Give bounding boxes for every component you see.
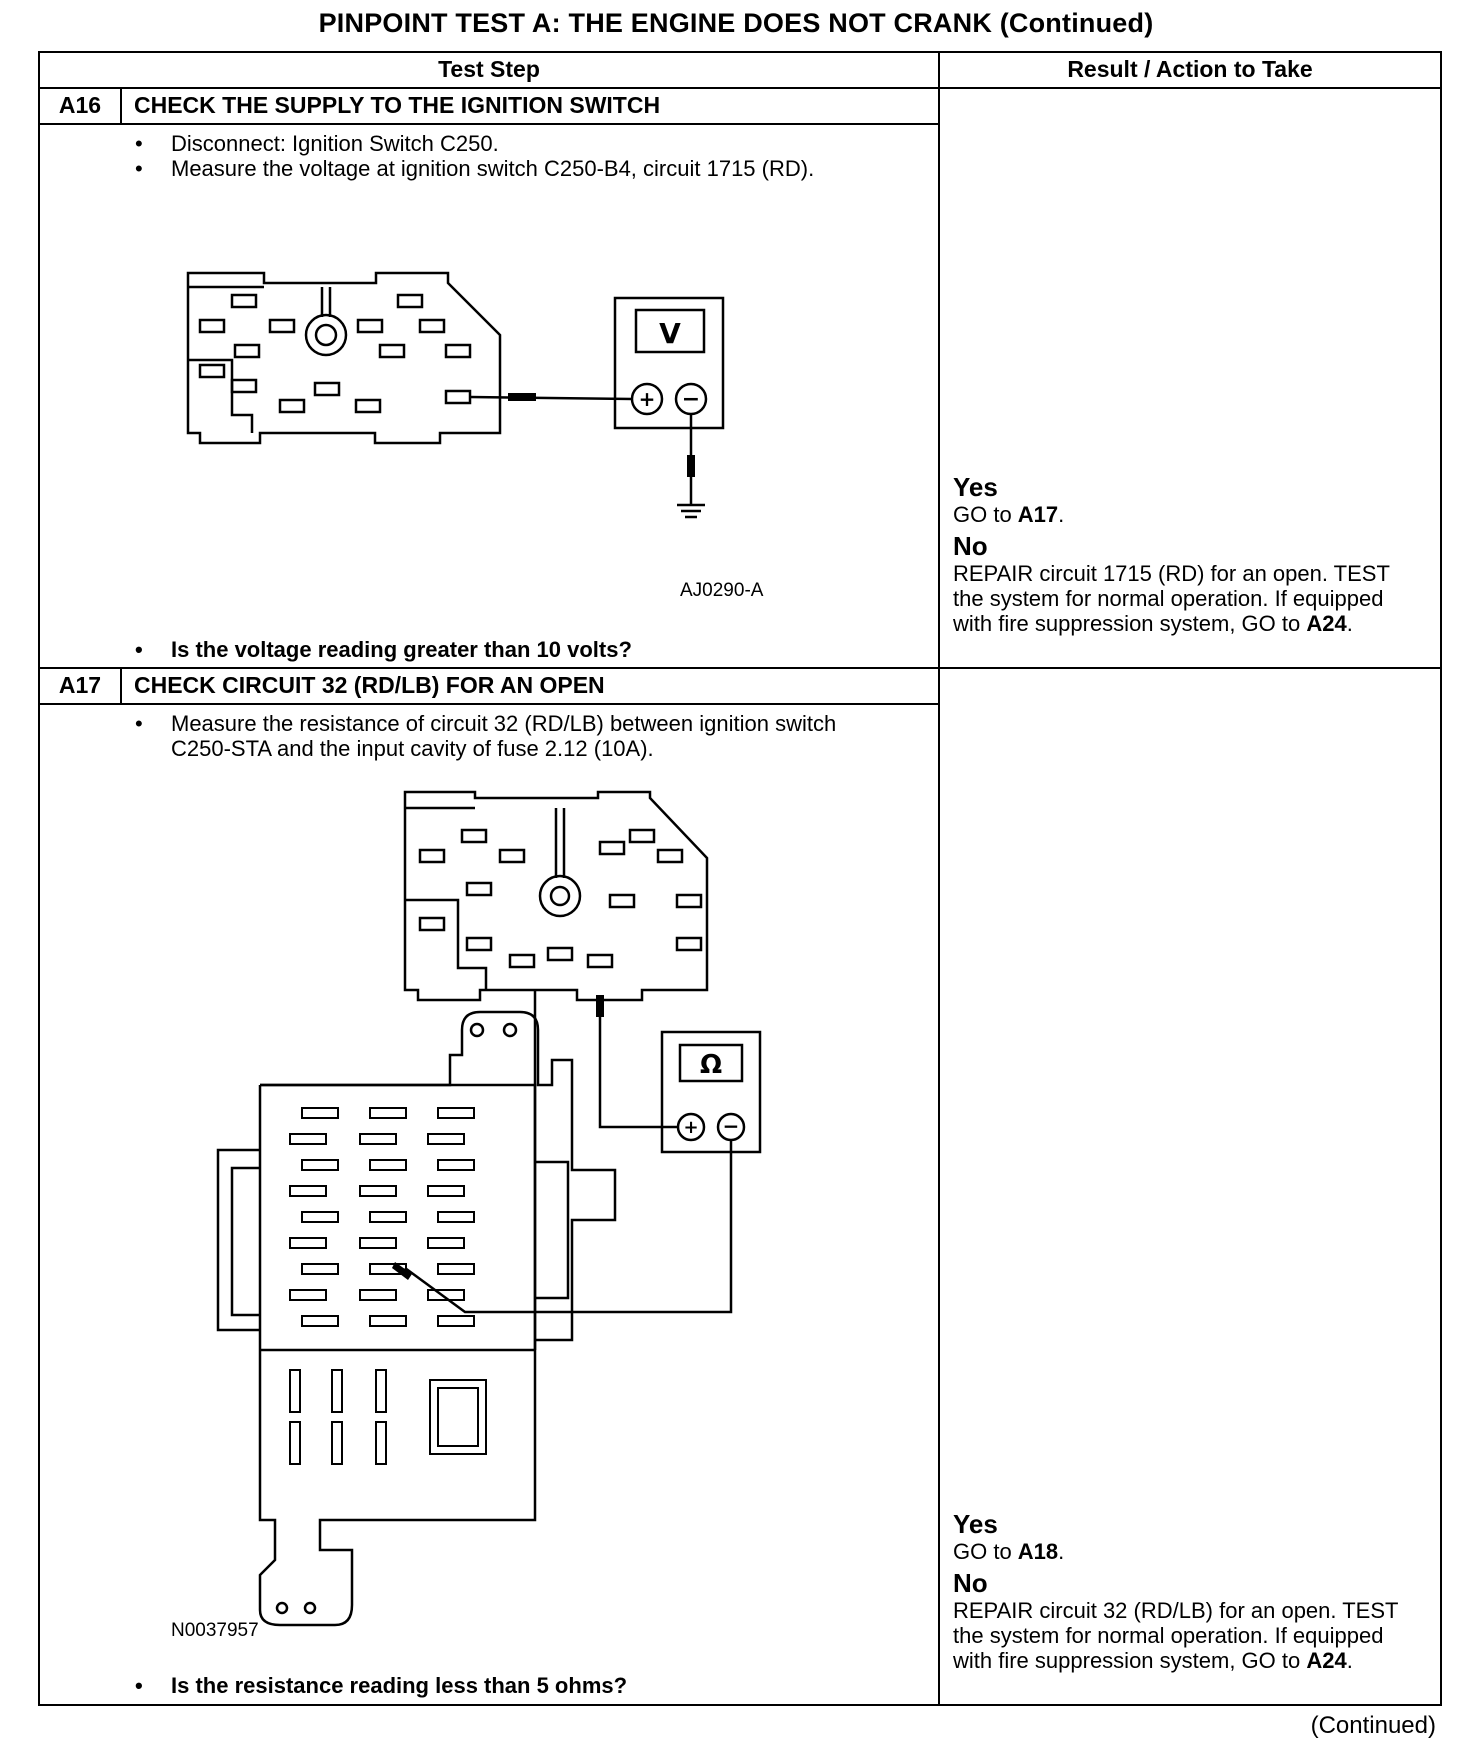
step-question: • Is the voltage reading greater than 10 volts?: [135, 637, 632, 662]
continued-label: (Continued): [1310, 1712, 1436, 1739]
svg-text:−: −: [681, 387, 701, 412]
no-label: No: [953, 531, 988, 561]
figure-code: N0037957: [171, 1620, 259, 1641]
bullet-item: • Disconnect: Ignition Switch C250.: [135, 131, 499, 156]
goto-step-link[interactable]: A24: [1306, 611, 1347, 636]
page-title: PINPOINT TEST A: THE ENGINE DOES NOT CRANK (Continued): [318, 8, 1154, 38]
step-title-a17: CHECK CIRCUIT 32 (RD/LB) FOR AN OPEN: [134, 672, 605, 698]
step-id-a17: A17: [58, 672, 102, 698]
svg-text:+: +: [683, 1117, 699, 1138]
meter-symbol: Ω: [699, 1050, 723, 1080]
bullet-item: • Measure the resistance of circuit 32 (RD/LB) between ignition switch C250-STA and the input cavity of fuse 2.12 (10A).: [135, 711, 837, 761]
step-title-a16: CHECK THE SUPPLY TO THE IGNITION SWITCH: [134, 92, 661, 118]
goto-step-link[interactable]: A17: [1017, 502, 1059, 527]
yes-label: Yes: [953, 472, 998, 502]
yes-label: Yes: [953, 1509, 998, 1539]
result-a16: Yes GO to A17. No REPAIR circuit 1715 (RD) for an open. TEST the system for normal operation. If equipped with fire suppression system, GO to A24.: [953, 472, 1423, 636]
goto-step-link[interactable]: A24: [1306, 1648, 1347, 1673]
resistance-measurement-diagram: [180, 790, 780, 1650]
result-a17: Yes GO to A18. No REPAIR circuit 32 (RD/LB) for an open. TEST the system for normal operation. If equipped with fire suppression system, GO to A24.: [953, 1509, 1423, 1673]
step-id-a16: A16: [58, 92, 102, 118]
header-test-step: Test Step: [438, 56, 540, 82]
svg-text:−: −: [722, 1114, 740, 1138]
voltage-measurement-diagram: [180, 265, 740, 525]
svg-text:+: +: [638, 387, 656, 411]
meter-symbol: V: [659, 317, 681, 350]
step-question: • Is the resistance reading less than 5 ohms?: [135, 1673, 628, 1698]
header-result-action: Result / Action to Take: [1067, 56, 1313, 82]
no-label: No: [953, 1568, 988, 1598]
figure-code: AJ0290-A: [680, 580, 764, 601]
goto-step-link[interactable]: A18: [1017, 1539, 1059, 1564]
bullet-item: • Measure the voltage at ignition switch C250-B4, circuit 1715 (RD).: [135, 156, 815, 181]
